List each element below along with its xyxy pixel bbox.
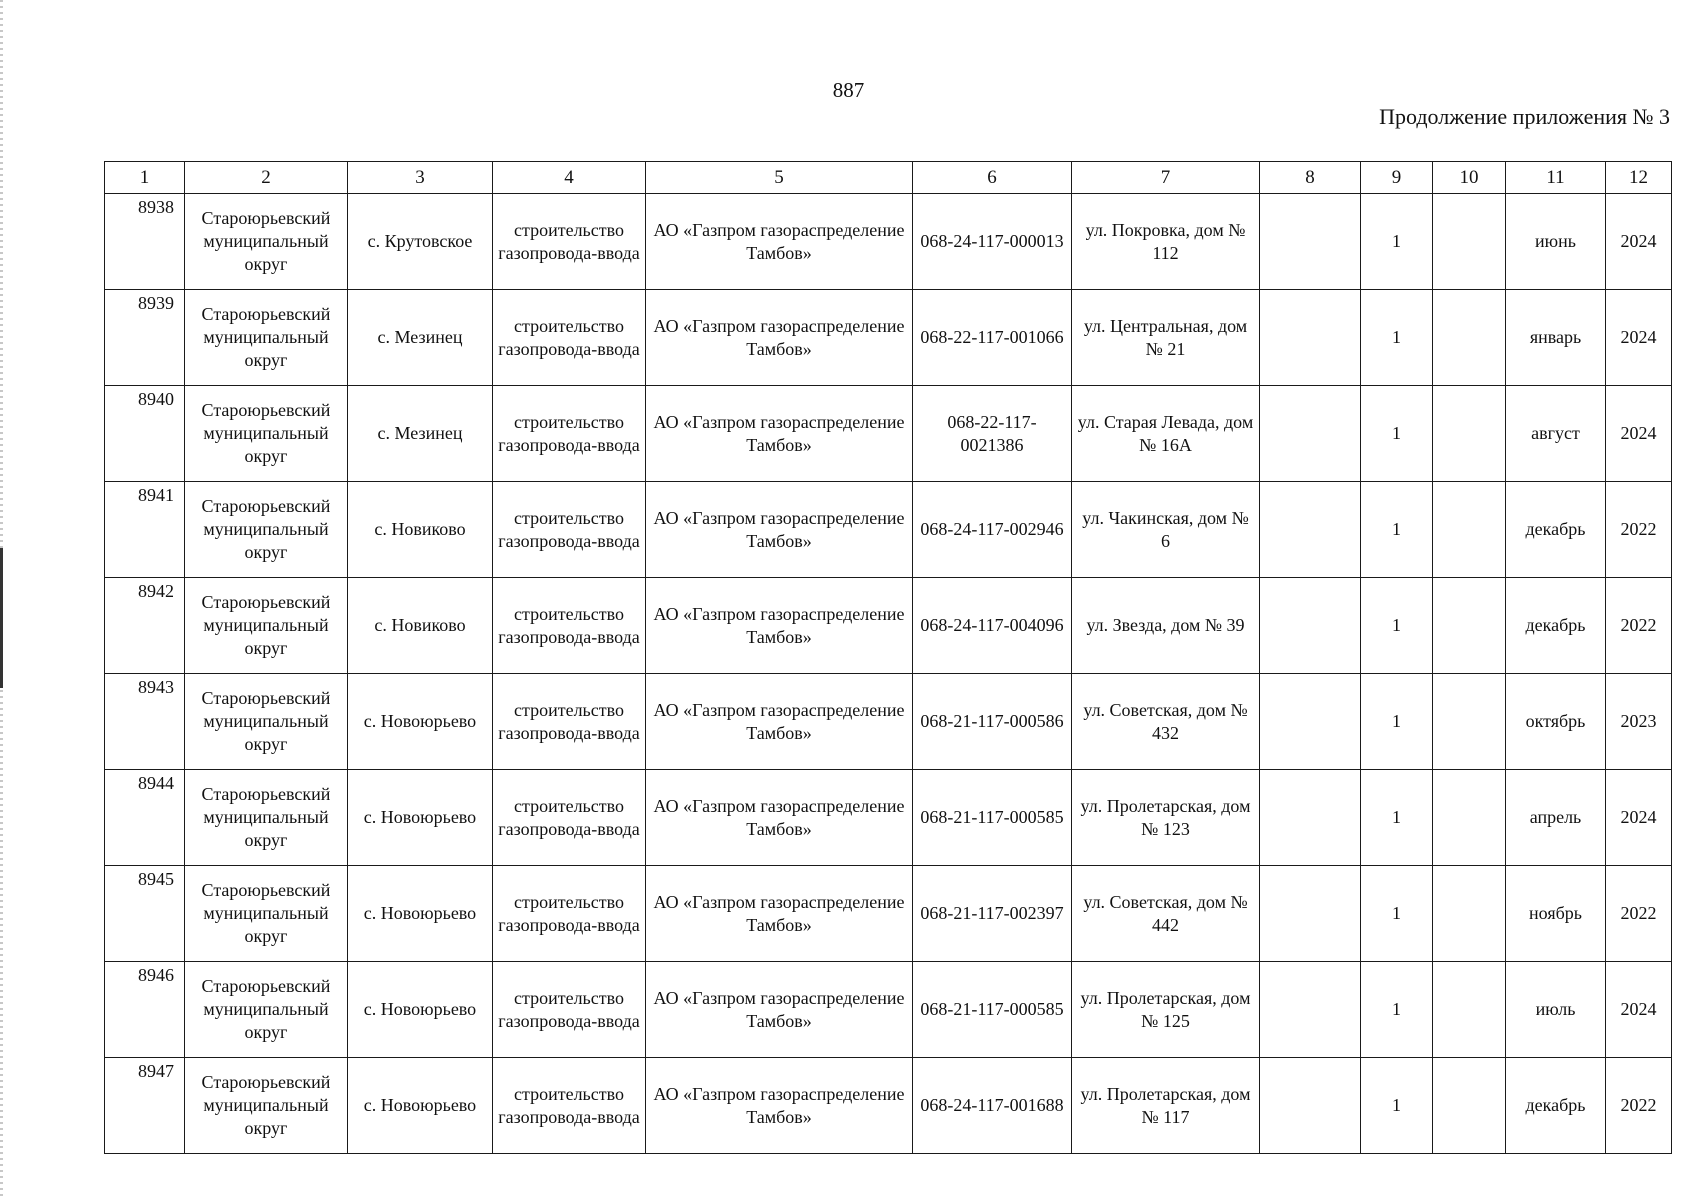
settlement-cell: с. Мезинец: [348, 290, 493, 386]
district-cell: Староюрьевский муниципальный округ: [185, 482, 348, 578]
district-cell: Староюрьевский муниципальный округ: [185, 578, 348, 674]
object-code-cell: 068-22-117-001066: [913, 290, 1072, 386]
address-cell: ул. Пролетарская, дом № 125: [1072, 962, 1260, 1058]
organization-cell: АО «Газпром газораспределение Тамбов»: [646, 290, 913, 386]
column-10-cell: [1433, 290, 1506, 386]
quantity-cell: 1: [1361, 866, 1433, 962]
column-8-cell: [1260, 866, 1361, 962]
table-row: [105, 674, 1672, 770]
column-8-cell: [1260, 770, 1361, 866]
quantity-cell: 1: [1361, 962, 1433, 1058]
settlement-cell: с. Крутовское: [348, 194, 493, 290]
month-cell: декабрь: [1506, 482, 1606, 578]
settlement-cell: с. Новоюрьево: [348, 962, 493, 1058]
month-cell: октябрь: [1506, 674, 1606, 770]
table-row: [105, 482, 1672, 578]
district-cell: Староюрьевский муниципальный округ: [185, 770, 348, 866]
settlement-cell: с. Новоюрьево: [348, 674, 493, 770]
organization-cell: АО «Газпром газораспределение Тамбов»: [646, 866, 913, 962]
settlement-cell: с. Новоюрьево: [348, 866, 493, 962]
table-row: [105, 770, 1672, 866]
settlement-cell: с. Новоюрьево: [348, 1058, 493, 1154]
address-cell: ул. Покровка, дом № 112: [1072, 194, 1260, 290]
column-header-10: 10: [1433, 162, 1506, 194]
column-10-cell: [1433, 578, 1506, 674]
work-type-cell: строительство газопровода-ввода: [493, 194, 646, 290]
organization-cell: АО «Газпром газораспределение Тамбов»: [646, 386, 913, 482]
object-code-cell: 068-21-117-000586: [913, 674, 1072, 770]
column-10-cell: [1433, 674, 1506, 770]
column-10-cell: [1433, 770, 1506, 866]
column-10-cell: [1433, 482, 1506, 578]
column-header-7: 7: [1072, 162, 1260, 194]
district-cell: Староюрьевский муниципальный округ: [185, 386, 348, 482]
district-cell: Староюрьевский муниципальный округ: [185, 866, 348, 962]
object-code-cell: 068-21-117-000585: [913, 770, 1072, 866]
quantity-cell: 1: [1361, 194, 1433, 290]
column-header-1: 1: [105, 162, 185, 194]
address-cell: ул. Звезда, дом № 39: [1072, 578, 1260, 674]
organization-cell: АО «Газпром газораспределение Тамбов»: [646, 482, 913, 578]
address-cell: ул. Центральная, дом № 21: [1072, 290, 1260, 386]
settlement-cell: с. Новоюрьево: [348, 770, 493, 866]
column-header-11: 11: [1506, 162, 1606, 194]
column-8-cell: [1260, 194, 1361, 290]
year-cell: 2024: [1606, 770, 1672, 866]
column-8-cell: [1260, 1058, 1361, 1154]
work-type-cell: строительство газопровода-ввода: [493, 290, 646, 386]
work-type-cell: строительство газопровода-ввода: [493, 866, 646, 962]
work-type-cell: строительство газопровода-ввода: [493, 962, 646, 1058]
address-cell: ул. Советская, дом № 442: [1072, 866, 1260, 962]
object-code-cell: 068-21-117-002397: [913, 866, 1072, 962]
quantity-cell: 1: [1361, 1058, 1433, 1154]
table-row: [105, 290, 1672, 386]
month-cell: ноябрь: [1506, 866, 1606, 962]
year-cell: 2024: [1606, 290, 1672, 386]
organization-cell: АО «Газпром газораспределение Тамбов»: [646, 674, 913, 770]
table-row: [105, 194, 1672, 290]
address-cell: ул. Советская, дом № 432: [1072, 674, 1260, 770]
column-header-9: 9: [1361, 162, 1433, 194]
year-cell: 2024: [1606, 962, 1672, 1058]
organization-cell: АО «Газпром газораспределение Тамбов»: [646, 1058, 913, 1154]
month-cell: июль: [1506, 962, 1606, 1058]
column-10-cell: [1433, 1058, 1506, 1154]
appendix-caption: Продолжение приложения № 3: [1379, 104, 1670, 129]
quantity-cell: 1: [1361, 482, 1433, 578]
row-number: 8938: [105, 194, 185, 290]
row-number: 8941: [105, 482, 185, 578]
organization-cell: АО «Газпром газораспределение Тамбов»: [646, 770, 913, 866]
column-8-cell: [1260, 674, 1361, 770]
district-cell: Староюрьевский муниципальный округ: [185, 1058, 348, 1154]
month-cell: август: [1506, 386, 1606, 482]
row-number: 8940: [105, 386, 185, 482]
column-8-cell: [1260, 386, 1361, 482]
year-cell: 2022: [1606, 1058, 1672, 1154]
quantity-cell: 1: [1361, 290, 1433, 386]
row-number: 8947: [105, 1058, 185, 1154]
object-code-cell: 068-24-117-002946: [913, 482, 1072, 578]
month-cell: декабрь: [1506, 1058, 1606, 1154]
column-10-cell: [1433, 194, 1506, 290]
address-cell: ул. Пролетарская, дом № 117: [1072, 1058, 1260, 1154]
column-header-12: 12: [1606, 162, 1672, 194]
quantity-cell: 1: [1361, 386, 1433, 482]
quantity-cell: 1: [1361, 578, 1433, 674]
row-number: 8944: [105, 770, 185, 866]
column-8-cell: [1260, 962, 1361, 1058]
month-cell: январь: [1506, 290, 1606, 386]
table-row: [105, 962, 1672, 1058]
address-cell: ул. Старая Левада, дом № 16А: [1072, 386, 1260, 482]
month-cell: декабрь: [1506, 578, 1606, 674]
header-row: [105, 162, 1672, 194]
object-code-cell: 068-24-117-001688: [913, 1058, 1072, 1154]
row-number: 8942: [105, 578, 185, 674]
column-10-cell: [1433, 386, 1506, 482]
year-cell: 2023: [1606, 674, 1672, 770]
work-type-cell: строительство газопровода-ввода: [493, 674, 646, 770]
row-number: 8943: [105, 674, 185, 770]
column-8-cell: [1260, 290, 1361, 386]
column-10-cell: [1433, 866, 1506, 962]
column-header-3: 3: [348, 162, 493, 194]
column-8-cell: [1260, 578, 1361, 674]
year-cell: 2022: [1606, 578, 1672, 674]
object-code-cell: 068-24-117-000013: [913, 194, 1072, 290]
organization-cell: АО «Газпром газораспределение Тамбов»: [646, 194, 913, 290]
row-number: 8945: [105, 866, 185, 962]
address-cell: ул. Пролетарская, дом № 123: [1072, 770, 1260, 866]
settlement-cell: с. Новиково: [348, 482, 493, 578]
table-row: [105, 578, 1672, 674]
column-header-2: 2: [185, 162, 348, 194]
district-cell: Староюрьевский муниципальный округ: [185, 194, 348, 290]
year-cell: 2022: [1606, 866, 1672, 962]
column-header-5: 5: [646, 162, 913, 194]
settlement-cell: с. Новиково: [348, 578, 493, 674]
row-number: 8939: [105, 290, 185, 386]
year-cell: 2022: [1606, 482, 1672, 578]
work-type-cell: строительство газопровода-ввода: [493, 770, 646, 866]
district-cell: Староюрьевский муниципальный округ: [185, 962, 348, 1058]
quantity-cell: 1: [1361, 674, 1433, 770]
district-cell: Староюрьевский муниципальный округ: [185, 290, 348, 386]
month-cell: апрель: [1506, 770, 1606, 866]
table-row: [105, 386, 1672, 482]
object-code-cell: 068-24-117-004096: [913, 578, 1072, 674]
column-header-6: 6: [913, 162, 1072, 194]
address-cell: ул. Чакинская, дом № 6: [1072, 482, 1260, 578]
settlement-cell: с. Мезинец: [348, 386, 493, 482]
object-code-cell: 068-22-117-0021386: [913, 386, 1072, 482]
column-10-cell: [1433, 962, 1506, 1058]
table-row: [105, 1058, 1672, 1154]
column-header-4: 4: [493, 162, 646, 194]
page-number: 887: [832, 78, 865, 102]
register-table: [104, 161, 1672, 1154]
organization-cell: АО «Газпром газораспределение Тамбов»: [646, 962, 913, 1058]
work-type-cell: строительство газопровода-ввода: [493, 482, 646, 578]
district-cell: Староюрьевский муниципальный округ: [185, 674, 348, 770]
year-cell: 2024: [1606, 194, 1672, 290]
scan-mark: [0, 548, 3, 688]
column-8-cell: [1260, 482, 1361, 578]
month-cell: июнь: [1506, 194, 1606, 290]
year-cell: 2024: [1606, 386, 1672, 482]
column-header-8: 8: [1260, 162, 1361, 194]
row-number: 8946: [105, 962, 185, 1058]
object-code-cell: 068-21-117-000585: [913, 962, 1072, 1058]
work-type-cell: строительство газопровода-ввода: [493, 386, 646, 482]
organization-cell: АО «Газпром газораспределение Тамбов»: [646, 578, 913, 674]
table-body: [105, 194, 1672, 1154]
work-type-cell: строительство газопровода-ввода: [493, 578, 646, 674]
quantity-cell: 1: [1361, 770, 1433, 866]
work-type-cell: строительство газопровода-ввода: [493, 1058, 646, 1154]
table-row: [105, 866, 1672, 962]
